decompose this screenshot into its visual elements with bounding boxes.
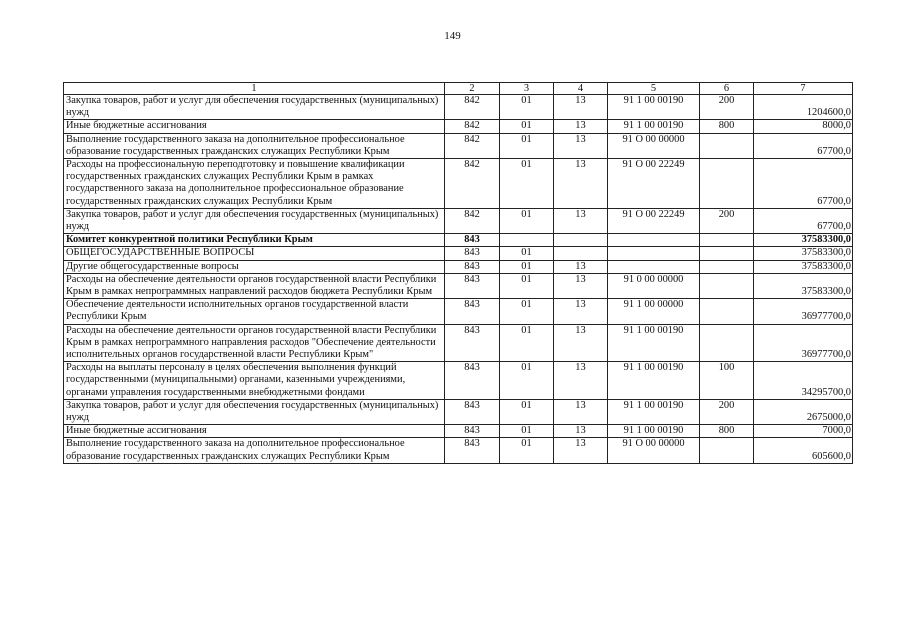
table-row (64, 299, 853, 324)
code-cell: 842 (445, 159, 500, 209)
code-cell: 842 (445, 120, 500, 133)
name-cell: Обеспечение деятельности исполнительных органов государственной власти Республики Крым (64, 299, 445, 324)
target-article-cell: 91 О 00 22249 (608, 159, 700, 209)
name-cell: Иные бюджетные ассигнования (64, 425, 445, 438)
target-article-cell: 91 0 00 00000 (608, 273, 700, 298)
section-cell: 01 (500, 247, 554, 260)
section-cell: 01 (500, 438, 554, 463)
amount-cell: 7000,0 (754, 425, 853, 438)
section-cell: 01 (500, 324, 554, 362)
section-cell: 01 (500, 133, 554, 158)
amount-cell: 34295700,0 (754, 362, 853, 400)
header-cell-5: 5 (608, 83, 700, 95)
subsection-cell: 13 (554, 159, 608, 209)
expense-type-cell (700, 159, 754, 209)
section-cell: 01 (500, 399, 554, 424)
expense-type-cell: 800 (700, 425, 754, 438)
section-cell: 01 (500, 95, 554, 120)
header-cell-1: 1 (64, 83, 445, 95)
subsection-cell: 13 (554, 399, 608, 424)
expense-type-cell: 200 (700, 399, 754, 424)
amount-cell: 37583300,0 (754, 234, 853, 247)
code-cell: 842 (445, 95, 500, 120)
target-article-cell (608, 260, 700, 273)
header-cell-2: 2 (445, 83, 500, 95)
target-article-cell: 91 1 00 00190 (608, 120, 700, 133)
target-article-cell: 91 О 00 22249 (608, 208, 700, 233)
code-cell: 842 (445, 133, 500, 158)
name-cell: Закупка товаров, работ и услуг для обеспечения государственных (муниципальных) нужд (64, 399, 445, 424)
code-cell: 842 (445, 208, 500, 233)
target-article-cell: 91 О 00 00000 (608, 133, 700, 158)
code-cell: 843 (445, 425, 500, 438)
code-cell: 843 (445, 299, 500, 324)
expense-type-cell (700, 247, 754, 260)
subsection-cell: 13 (554, 362, 608, 400)
expense-type-cell: 100 (700, 362, 754, 400)
expense-type-cell (700, 273, 754, 298)
section-cell: 01 (500, 273, 554, 298)
name-cell: Закупка товаров, работ и услуг для обеспечения государственных (муниципальных) нужд (64, 95, 445, 120)
page-number: 149 (444, 30, 461, 42)
section-cell: 01 (500, 362, 554, 400)
name-cell: Расходы на профессиональную переподготовку и повышение квалификации государственных гражданских служащих Республики Крым в рамках государственного заказа на дополнительное профессиональное образование государственных гражданских служащих Республики Крым (64, 159, 445, 209)
subsection-cell (554, 247, 608, 260)
table-row (64, 159, 853, 209)
table-row (64, 234, 853, 247)
code-cell: 843 (445, 247, 500, 260)
subsection-cell: 13 (554, 299, 608, 324)
section-cell (500, 234, 554, 247)
expense-type-cell (700, 234, 754, 247)
name-cell: Иные бюджетные ассигнования (64, 120, 445, 133)
table-row (64, 362, 853, 400)
section-cell: 01 (500, 299, 554, 324)
subsection-cell: 13 (554, 120, 608, 133)
expense-type-cell: 800 (700, 120, 754, 133)
expense-type-cell (700, 299, 754, 324)
section-cell: 01 (500, 208, 554, 233)
expense-type-cell (700, 324, 754, 362)
expense-type-cell (700, 260, 754, 273)
code-cell: 843 (445, 362, 500, 400)
amount-cell: 67700,0 (754, 208, 853, 233)
name-cell: Расходы на выплаты персоналу в целях обеспечения выполнения функций государственными (муниципальными) органами, казенными учреждениями, органами управления государственными внебюджетными фондами (64, 362, 445, 400)
target-article-cell: 91 1 00 00190 (608, 362, 700, 400)
subsection-cell (554, 234, 608, 247)
amount-cell: 36977700,0 (754, 299, 853, 324)
subsection-cell: 13 (554, 260, 608, 273)
table-row (64, 133, 853, 158)
code-cell: 843 (445, 234, 500, 247)
subsection-cell: 13 (554, 133, 608, 158)
amount-cell: 1204600,0 (754, 95, 853, 120)
target-article-cell (608, 247, 700, 260)
amount-cell: 2675000,0 (754, 399, 853, 424)
section-cell: 01 (500, 260, 554, 273)
expense-type-cell: 200 (700, 95, 754, 120)
code-cell: 843 (445, 260, 500, 273)
amount-cell: 8000,0 (754, 120, 853, 133)
table-row (64, 208, 853, 233)
table-row (64, 247, 853, 260)
target-article-cell: 91 1 00 00190 (608, 324, 700, 362)
code-cell: 843 (445, 399, 500, 424)
table-row (64, 324, 853, 362)
subsection-cell: 13 (554, 438, 608, 463)
subsection-cell: 13 (554, 95, 608, 120)
name-cell: Комитет конкурентной политики Республики Крым (64, 234, 445, 247)
amount-cell: 67700,0 (754, 159, 853, 209)
table-row (64, 425, 853, 438)
target-article-cell (608, 234, 700, 247)
header-cell-7: 7 (754, 83, 853, 95)
target-article-cell: 91 1 00 00000 (608, 299, 700, 324)
table-row (64, 399, 853, 424)
expense-type-cell (700, 438, 754, 463)
target-article-cell: 91 1 00 00190 (608, 399, 700, 424)
header-cell-4: 4 (554, 83, 608, 95)
section-cell: 01 (500, 120, 554, 133)
header-cell-6: 6 (700, 83, 754, 95)
table-row (64, 438, 853, 463)
target-article-cell: 91 О 00 00000 (608, 438, 700, 463)
amount-cell: 36977700,0 (754, 324, 853, 362)
name-cell: Расходы на обеспечение деятельности органов государственной власти Республики Крым в рамках непрограммных направлений расходов бюджета Республики Крым (64, 273, 445, 298)
section-cell: 01 (500, 425, 554, 438)
code-cell: 843 (445, 324, 500, 362)
amount-cell: 67700,0 (754, 133, 853, 158)
code-cell: 843 (445, 438, 500, 463)
table-row (64, 273, 853, 298)
name-cell: Другие общегосударственные вопросы (64, 260, 445, 273)
subsection-cell: 13 (554, 273, 608, 298)
code-cell: 843 (445, 273, 500, 298)
table-row (64, 260, 853, 273)
name-cell: Расходы на обеспечение деятельности органов государственной власти Республики Крым в рамках непрограммного направления расходов "Обеспечение деятельности исполнительных органов государственной власти Республики Крым" (64, 324, 445, 362)
expense-type-cell: 200 (700, 208, 754, 233)
amount-cell: 37583300,0 (754, 260, 853, 273)
table-row (64, 120, 853, 133)
amount-cell: 37583300,0 (754, 247, 853, 260)
target-article-cell: 91 1 00 00190 (608, 95, 700, 120)
name-cell: ОБЩЕГОСУДАРСТВЕННЫЕ ВОПРОСЫ (64, 247, 445, 260)
header-cell-3: 3 (500, 83, 554, 95)
amount-cell: 37583300,0 (754, 273, 853, 298)
section-cell: 01 (500, 159, 554, 209)
amount-cell: 605600,0 (754, 438, 853, 463)
name-cell: Выполнение государственного заказа на дополнительное профессиональное образование государственных гражданских служащих Республики Крым (64, 438, 445, 463)
subsection-cell: 13 (554, 425, 608, 438)
expense-type-cell (700, 133, 754, 158)
subsection-cell: 13 (554, 324, 608, 362)
target-article-cell: 91 1 00 00190 (608, 425, 700, 438)
name-cell: Закупка товаров, работ и услуг для обеспечения государственных (муниципальных) нужд (64, 208, 445, 233)
table-header-row (64, 83, 853, 95)
table-row (64, 95, 853, 120)
subsection-cell: 13 (554, 208, 608, 233)
name-cell: Выполнение государственного заказа на дополнительное профессиональное образование государственных гражданских служащих Республики Крым (64, 133, 445, 158)
budget-table (63, 82, 853, 464)
